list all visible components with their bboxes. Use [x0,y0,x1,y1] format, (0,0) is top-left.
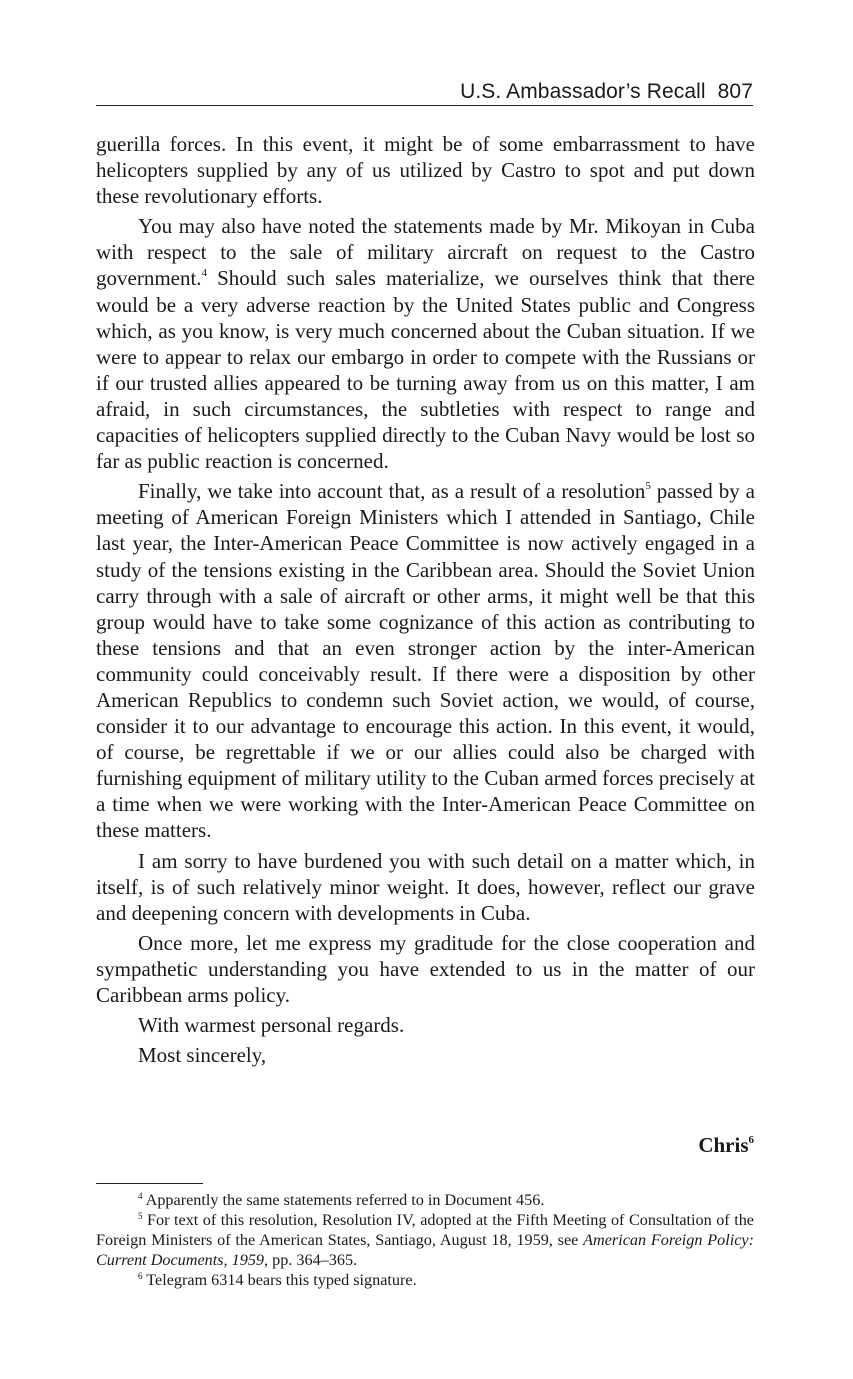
page-number: 807 [717,80,753,103]
paragraph-4: I am sorry to have burdened you with such detail on a matter which, in itself, is of such relatively minor weight. It does, however, reflect our grave and deepening concern with developments in Cuba. [96,848,755,925]
paragraph-5: Once more, let me express my graditude for the close cooperation and sympathetic understanding you have extended to us in the matter of our Caribbean arms policy. [96,930,755,1007]
footnote-6: $^6$ Telegram 6314 bears this typed signature. [138,1271,417,1289]
paragraph-1: guerilla forces. In this event, it might be of some embarrassment to have helicopters supplied by any of us utilized by Castro to spot and put down these revolutionary efforts. [96,132,755,209]
running-header [96,78,753,106]
footnote-5: $^5$ For text of this resolution, Resolution IV, adopted at the Fifth Meeting of Consultation of the Foreign Ministers of the American States, Santiago, August 18, 1959, see American Foreign Policy: Current Documents, 1959, pp. 364–365. [96,1211,755,1269]
closing-regards: With warmest personal regards. [138,1013,405,1038]
letter-body [96,131,755,1072]
paragraph-2: You may also have noted the statements made by Mr. Mikoyan in Cuba with respect to the sale of military aircraft on request to the Castro government.$^4$ Should such sales materialize, we ourselves think that there would be a very adverse reaction by the United States public and Congress which, as you know, is very much concerned about the Cuban situation. If we were to appear to relax our embargo in order to compete with the Russians or if our trusted allies appeared to be turning away from us on this matter, I am afraid, in such circumstances, the subtleties with respect to range and capacities of helicopters supplied directly to the Cuban Navy would be lost so far as public reaction is concerned. [96,214,755,474]
footnotes [96,1190,754,1290]
signature: Chris$^6$ [698,1133,754,1157]
citation-title: American Foreign Policy: Current Documents, 1959 [96,1231,755,1269]
paragraph-3: Finally, we take into account that, as a result of a resolution$^5$ passed by a meeting of American Foreign Ministers which I attended in Santiago, Chile last year, the Inter-American Peace Committee is now actively engaged in a study of the tensions existing in the Caribbean area. Should the Soviet Union carry through with a sale of aircraft or other arms, it might well be that this group would have to take some cognizance of this action as contributing to these tensions and that an even stronger action by the inter-American community could conceivably result. If there were a disposition by other American Republics to condemn such Soviet action, we would, of course, consider it to our advantage to encourage this action. In this event, it would, of course, be regrettable if we or our allies could also be charged with furnishing equipment of military utility to the Cuban armed forces precisely at a time when we were working with the Inter-American Peace Committee on these matters. [96,479,755,843]
footnote-ref-4: 4 [201,267,208,280]
footnote-rule [96,1183,203,1184]
header-rule [96,105,753,106]
header-title: U.S. Ambassador’s Recall [460,80,706,103]
footnote-ref-5: 5 [645,480,651,493]
closing-sincerely: Most sincerely, [138,1043,267,1068]
footnote-ref-6: 6 [748,1134,754,1146]
footnote-4: $^4$ Apparently the same statements referred to in Document 456. [138,1191,545,1209]
